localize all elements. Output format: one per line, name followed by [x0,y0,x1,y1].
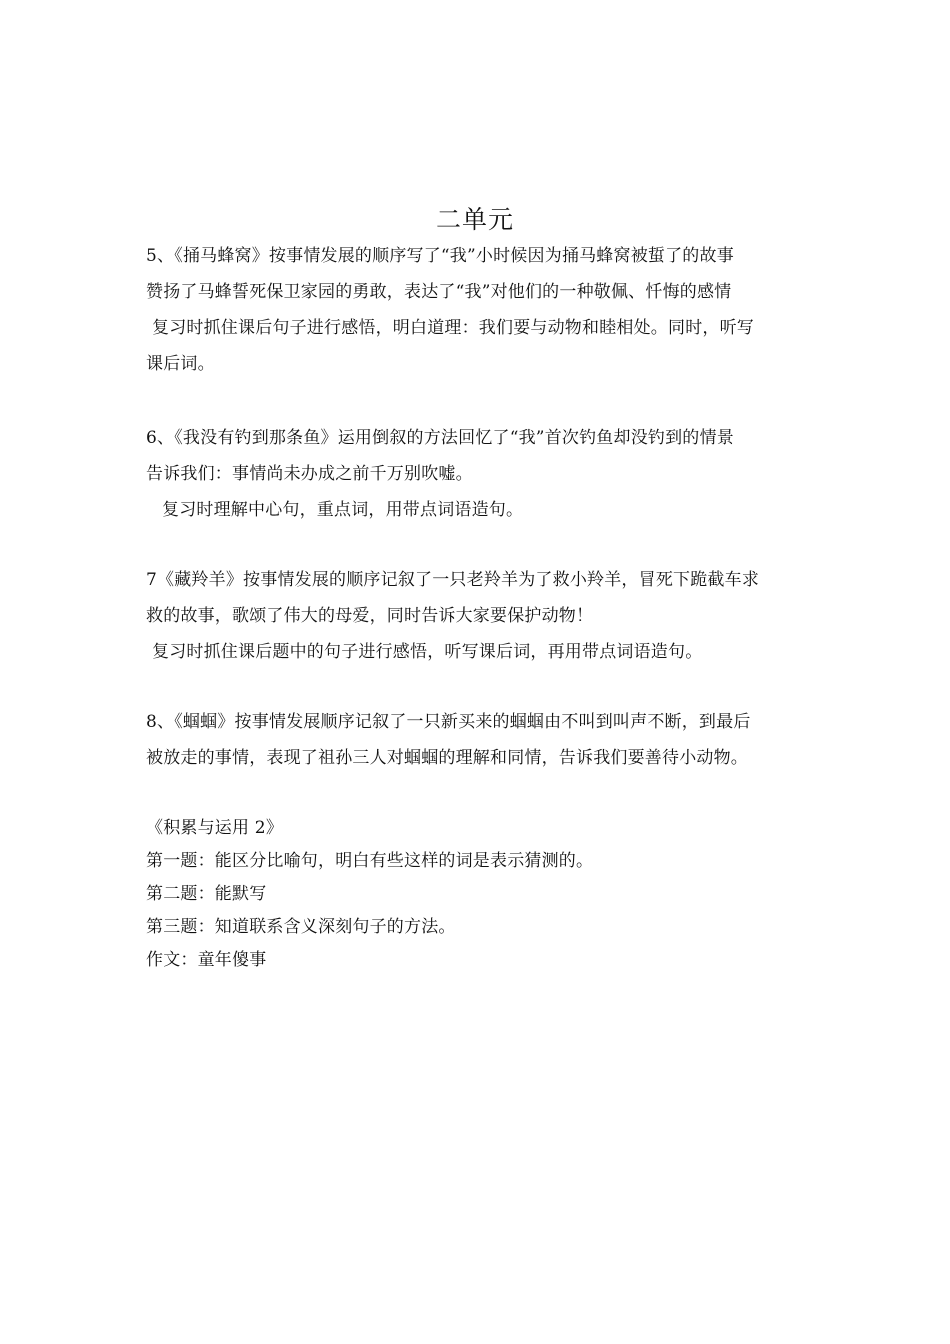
lesson-5-summary-line-2: 赞扬了马蜂誓死保卫家园的勇敢，表达了“我”对他们的一种敬佩、忏悔的感情 [146,282,732,302]
accumulation-heading: 《积累与运用 2》 [146,818,284,838]
unit-title: 二单元 [435,205,514,234]
lesson-5-review-line-2: 课后词。 [146,354,215,374]
lesson-8-section [146,704,808,776]
question-1-item: 第一题：能区分比喻句，明白有些这样的词是表示猜测的。 [146,851,594,871]
lesson-8-summary-line-1: 8、《蝈蝈》按事情发展顺序记叙了一只新买来的蝈蝈由不叫到叫声不断，到最后 [146,712,751,732]
lesson-6-summary-line-2: 告诉我们：事情尚未办成之前千万别吹嘘。 [146,464,473,484]
lesson-5-summary-line-1: 5、《捅马蜂窝》按事情发展的顺序写了“我”小时候因为捅马蜂窝被蜇了的故事 [146,246,734,266]
question-2-item: 第二题：能默写 [146,884,267,904]
lesson-5-section [146,238,808,382]
lesson-6-summary-line-1: 6、《我没有钓到那条鱼》运用倒叙的方法回忆了“我”首次钓鱼却没钓到的情景 [146,428,734,448]
question-3-item: 第三题：知道联系含义深刻句子的方法。 [146,917,456,937]
lesson-7-review-line: 复习时抓住课后题中的句子进行感悟，听写课后词，再用带点词语造句。 [152,642,703,662]
essay-item: 作文：童年傻事 [146,950,267,970]
lesson-7-summary-line-1: 7《藏羚羊》按事情发展的顺序记叙了一只老羚羊为了救小羚羊，冒死下跪截车求 [146,570,760,590]
lesson-5-review-line-1: 复习时抓住课后句子进行感悟，明白道理：我们要与动物和睦相处。同时，听写 [152,318,754,338]
lesson-6-section [146,420,808,528]
accumulation-section [146,812,808,977]
lesson-7-summary-line-2: 救的故事，歌颂了伟大的母爱，同时告诉大家要保护动物！ [146,606,594,626]
lesson-6-review-line: 复习时理解中心句，重点词，用带点词语造句。 [162,500,524,520]
lesson-8-summary-line-2: 被放走的事情，表现了祖孙三人对蝈蝈的理解和同情，告诉我们要善待小动物。 [146,748,748,768]
lesson-7-section [146,562,808,670]
